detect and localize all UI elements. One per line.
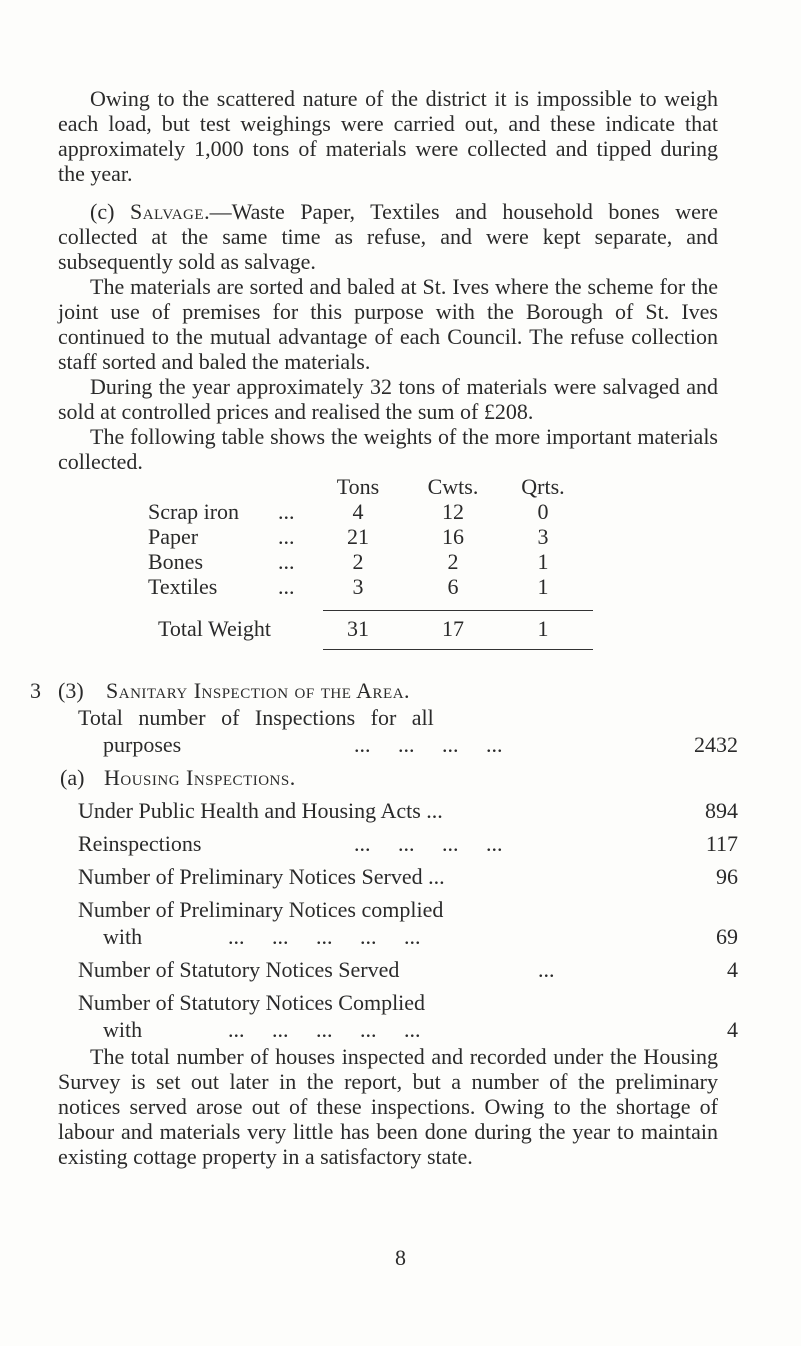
item-value: 69 — [716, 924, 738, 949]
item-value: 4 — [727, 1017, 738, 1042]
qrts-value: 0 — [537, 499, 549, 524]
total-qrts: 1 — [537, 616, 549, 641]
total-inspections-line2 — [58, 732, 738, 759]
list-item — [58, 831, 738, 858]
salvage-text: .—Waste Paper, Textiles and household bones were collected at the same time as refuse, and were kept separate, and subsequently sold as salvage. — [58, 199, 718, 274]
total-label: Total Weight — [158, 616, 271, 641]
leader-dots: ... ... ... ... — [354, 732, 503, 757]
total-inspections-purposes: purposes — [103, 732, 182, 757]
leader-dots: ... — [278, 549, 295, 574]
item-text: Number of Statutory Notices Served — [78, 957, 400, 982]
total-inspections-line1 — [58, 705, 718, 732]
item-text-cont: with — [103, 924, 143, 949]
item-text: Under Public Health and Housing Acts ... — [78, 798, 443, 823]
leader-dots: ... — [278, 524, 295, 549]
total-cwts: 17 — [442, 616, 464, 641]
header-qrts: Qrts. — [521, 474, 565, 499]
item-text: Number of Statutory Notices Complied — [78, 990, 426, 1015]
section-number: 3 — [30, 678, 41, 703]
leader-dots: ... — [278, 574, 295, 599]
weights-table-header — [58, 474, 618, 499]
item-value: 117 — [705, 831, 738, 856]
total-inspections-text: Total number of Inspections for all — [78, 705, 434, 730]
table-row — [58, 574, 618, 599]
list-item-continued — [58, 924, 738, 951]
item-value: 894 — [705, 798, 738, 823]
header-tons: Tons — [336, 474, 380, 499]
tons-value: 3 — [352, 574, 364, 599]
paragraph-sorting: The materials are sorted and baled at St. Ives where the scheme for the joint use of premises for this purpose with the Borough of St. Ives continued to the mutual advantage of each Council. The refuse collection staff sorted and baled the materials. — [58, 274, 718, 374]
tons-value: 2 — [352, 549, 364, 574]
material-name: Scrap iron — [148, 499, 240, 524]
table-row — [58, 549, 618, 574]
item-text-cont: with — [103, 1017, 143, 1042]
total-rule-bottom — [323, 649, 593, 650]
page-body — [30, 86, 738, 1169]
housing-label: (a) — [60, 765, 85, 790]
page-number: 8 — [395, 1245, 406, 1270]
tons-value: 4 — [352, 499, 364, 524]
section-heading: Sanitary Inspection of the Area. — [106, 678, 411, 703]
list-item — [58, 957, 738, 984]
cwts-value: 6 — [447, 574, 459, 599]
header-cwts: Cwts. — [427, 474, 479, 499]
qrts-value: 3 — [537, 524, 549, 549]
inspection-section — [30, 678, 738, 1044]
inspection-heading-line — [30, 678, 718, 705]
leader-dots: ... — [278, 499, 295, 524]
salvage-heading: Salvage — [129, 199, 205, 224]
list-item — [58, 864, 738, 891]
item-value: 4 — [727, 957, 738, 982]
paragraph-housing-survey: The total number of houses inspected and recorded under the Housing Survey is set out later in the report, but a number of the preliminary notices served arose out of these inspections. Owing to the shortage of labour and materials very little has been done during the year to maintain existing cottage property in a satisfactory state. — [58, 1044, 718, 1169]
item-value: 96 — [716, 864, 738, 889]
tons-value: 21 — [347, 524, 369, 549]
item-text: Reinspections — [78, 831, 202, 856]
item-text: Number of Preliminary Notices complied — [78, 897, 444, 922]
paragraph-salvaged-amount: During the year approximately 32 tons of materials were salvaged and sold at controlled prices and realised the sum of £208. — [58, 374, 718, 424]
material-name: Bones — [148, 549, 203, 574]
total-rule-top — [323, 610, 593, 611]
housing-heading-line — [58, 765, 718, 792]
salvage-prefix: (c) — [90, 199, 130, 224]
leader-dots: ... ... ... ... ... — [228, 924, 421, 949]
cwts-value: 2 — [447, 549, 459, 574]
paragraph-salvage — [58, 199, 718, 274]
cwts-value: 12 — [442, 499, 464, 524]
housing-heading: Housing Inspections. — [104, 765, 296, 790]
material-name: Textiles — [148, 574, 218, 599]
cwts-value: 16 — [442, 524, 464, 549]
list-item — [58, 897, 718, 924]
leader-dots: ... ... ... ... — [354, 831, 503, 856]
list-item-continued — [58, 1017, 738, 1044]
paragraph-weighings: Owing to the scattered nature of the district it is impossible to weigh each load, but test weighings were carried out, and these indicate that approximately 1,000 tons of materials were collected and tipped during the year. — [58, 86, 718, 186]
leader-dots: ... ... ... ... ... — [228, 1017, 421, 1042]
table-row — [58, 524, 618, 549]
list-item — [58, 798, 738, 825]
material-name: Paper — [148, 524, 199, 549]
section-label: (3) — [58, 678, 84, 703]
list-item — [58, 990, 718, 1017]
total-row — [58, 616, 618, 641]
qrts-value: 1 — [537, 549, 549, 574]
paragraph-table-intro: The following table shows the weights of the more important materials collected. — [58, 424, 718, 474]
total-tons: 31 — [347, 616, 369, 641]
qrts-value: 1 — [537, 574, 549, 599]
table-row — [58, 499, 618, 524]
total-inspections-value: 2432 — [694, 732, 738, 757]
item-text: Number of Preliminary Notices Served ... — [78, 864, 445, 889]
leader-dots: ... — [538, 957, 555, 982]
